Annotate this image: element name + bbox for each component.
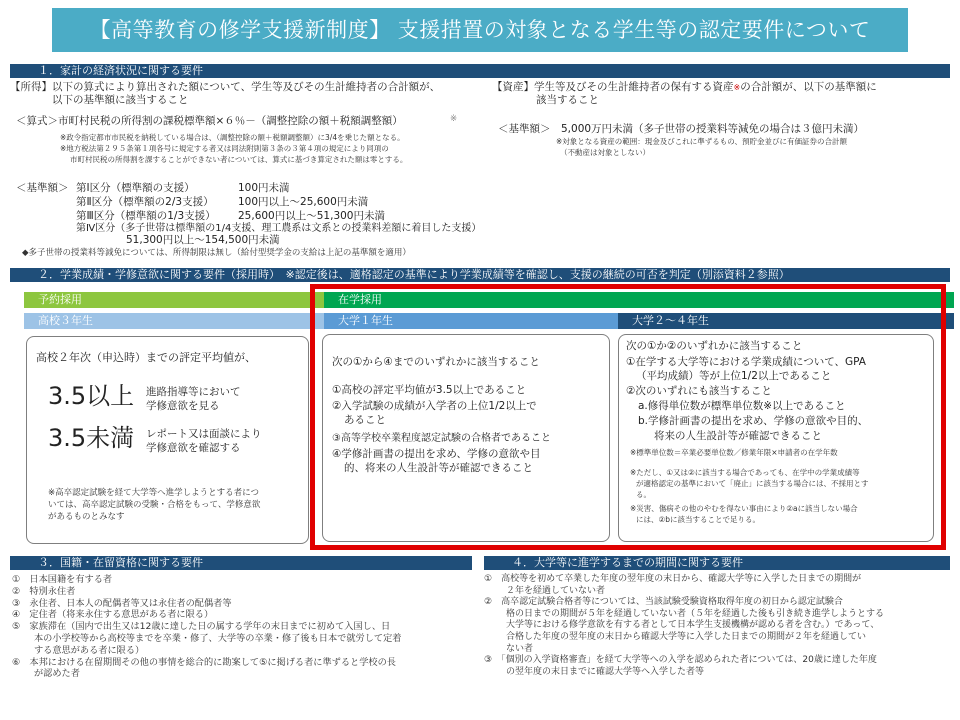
hs-grade-high-desc-1: 進路指導等において <box>146 386 241 398</box>
income-title-2: 以下の基準額に該当すること <box>52 94 189 106</box>
nationality-item: ④ 定住者（将来永住する意思がある者に限る） <box>12 609 214 621</box>
asset-note-2: （不動産は対象としない） <box>560 148 650 157</box>
asset-title-main: 【資産】学生等及びその生計維持者の保有する資産 <box>492 81 734 93</box>
univ24-note-0: ※標準単位数＝卒業必要単位数／修業年限×申請者の在学年数 <box>630 448 838 457</box>
period-item: 合格した年度の翌年度の末日から確認大学等に入学した日までの期間が２年を経過してい <box>506 631 867 642</box>
formula-note-2: ※地方税法第２９５条第１項各号に規定する者又は同法附則第３条の３第４項の規定により同項の <box>60 144 389 153</box>
asset-title-2: 該当すること <box>536 94 599 106</box>
tier-4-amount: 51,300円以上～154,500円未満 <box>126 234 280 246</box>
univ1-item-2b: あること <box>344 414 386 426</box>
hs-intro: 高校２年次（申込時）までの評定平均値が、 <box>36 351 256 364</box>
univ1-item-3: ③高等学校卒業程度認定試験の合格者であること <box>332 433 551 444</box>
univ24-item-2b-cont: 将来の人生設計等が確認できること <box>654 430 822 442</box>
section4-list <box>484 574 884 678</box>
tier-3-amount: 25,600円以上～51,300円未満 <box>238 210 385 222</box>
univ1-item-4: ④学修計画書の提出を求め、学修の意欲や目 <box>332 448 541 460</box>
univ1-item-2: ②入学試験の成績が入学者の上位1/2以上で <box>332 400 537 412</box>
univ24-note-3: る。 <box>636 490 651 499</box>
multi-child-note: ◆多子世帯の授業料等減免については、所得制限は無し（給付型奨学金の支給は上記の基準額を適用） <box>22 248 411 258</box>
nationality-item: ⑤ 家族滞在（国内で出生又は12歳に達した日の属する学年の末日までに初めて入国し、日 <box>12 621 391 633</box>
univ24-item-1: ①在学する大学等における学業成績について、GPA <box>626 356 866 368</box>
asset-base: ＜基準額＞ 5,000万円未満（多子世帯の授業料等減免の場合は３億円未満） <box>498 123 865 135</box>
univ1-item-4b: 的、将来の人生設計等が確認できること <box>344 462 533 474</box>
tier-1-amount: 100円未満 <box>238 182 290 194</box>
formula-note-3: 市町村民税の所得割を課することができない者については、算式に基づき算定された額は零とする。 <box>70 155 408 164</box>
univ24-intro: 次の①か②のいずれかに該当すること <box>626 340 803 352</box>
univ24-note-1: ※ただし、①又は②に該当する場合であっても、在学中の学業成績等 <box>630 468 860 477</box>
hs-grade-low-desc-2: 学修意欲を確認する <box>146 442 241 454</box>
period-item: ２年を経過していない者 <box>506 585 606 596</box>
univ1-intro: 次の①から④までのいずれかに該当すること <box>332 356 540 368</box>
arrow-hs-3rd-year: 高校３年生 <box>24 313 324 329</box>
section3-header: ３．国籍・在留資格に関する要件 <box>10 556 472 570</box>
nationality-item: ① 日本国籍を有する者 <box>12 574 113 585</box>
income-formula: ＜算式＞市町村民税の所得割の課税標準額×６％－（調整控除の額＋税額調整額） <box>16 115 403 127</box>
period-item: ③ 「個別の入学資格審査」を経て大学等への入学を認められた者については、20歳に達した年度 <box>484 655 877 666</box>
univ24-item-1b: （平均成績）等が上位1/2以上であること <box>636 370 832 382</box>
arrow-univ-1st-year: 大学１年生 <box>324 313 618 329</box>
univ24-note-2: が適格認定の基準において「廃止」に該当する場合には、不採用とす <box>636 479 869 488</box>
univ24-note-5: には、②bに該当することで足りる。 <box>636 515 760 524</box>
arrow-univ-2-4-year: 大学２～４年生 <box>618 313 954 329</box>
nationality-item: する意思がある者に限る） <box>34 644 145 656</box>
period-item: 格の日までの期間が５年を経過していない者（５年を経過した後も引き続き進学しようとする <box>506 608 885 619</box>
nationality-item: 本の小学校等から高校等までを卒業・修了、大学等の卒業・修了後も日本で就労して定着 <box>34 632 402 644</box>
tier-2-amount: 100円以上～25,600円未満 <box>238 196 369 208</box>
asset-title <box>492 81 877 94</box>
univ24-item-2: ②次のいずれにも該当すること <box>626 385 772 397</box>
tier-2-name: 第Ⅱ区分（標準額の2/3支援） <box>76 196 214 208</box>
tier-1-name: 第Ⅰ区分（標準額の支援） <box>76 182 195 194</box>
asset-title-mark: ※ <box>733 83 741 92</box>
nationality-item: ⑥ 本邦における在留期間その他の事情を総合的に勘案して⑤に掲げる者に準ずると学校の長 <box>12 656 396 668</box>
arrow-enrolled-admission: 在学採用 <box>324 292 954 308</box>
section3-list <box>12 574 402 680</box>
section2-header <box>10 268 950 282</box>
formula-mark: ※ <box>450 114 458 124</box>
nationality-item: が認めた者 <box>34 668 80 680</box>
tier-3-name: 第Ⅲ区分（標準額の1/3支援） <box>76 210 216 222</box>
section2-note: ※認定後は、適格認定の基準により学業成績等を確認し、支援の継続の可否を判定（別添資料２参照） <box>285 268 790 281</box>
univ24-item-2b: b.学修計画書の提出を求め、学修の意欲や目的、 <box>638 415 869 427</box>
hs-grade-high-desc-2: 学修意欲を見る <box>146 400 220 412</box>
period-item: の翌年度の末日までに確認大学等へ入学した者等 <box>506 666 705 677</box>
base-label: ＜基準額＞ <box>16 182 69 194</box>
hs-note-2: いては、高卒認定試験の受験・合格をもって、学修意欲 <box>48 500 261 510</box>
univ1-item-1: ①高校の評定平均値が3.5以上であること <box>332 384 527 396</box>
asset-note-1: ※対象となる資産の範囲：現金及びこれに準ずるもの、預貯金並びに有価証券の合計額 <box>556 137 847 146</box>
formula-note-1: ※政令指定都市市民税を納税している場合は、（調整控除の額＋税額調整額）に3/4を乗じた額となる。 <box>60 133 405 142</box>
hs-grade-high: 3.5以上 <box>48 382 135 410</box>
income-title: 【所得】以下の算式により算出された額について、学生等及びその生計維持者の合計額が、 <box>10 81 441 93</box>
page-title: 【高等教育の修学支援新制度】 支援措置の対象となる学生等の認定要件について <box>52 8 908 52</box>
section2-title: ２．学業成績・学修意欲に関する要件（採用時） <box>38 268 275 281</box>
arrow-pre-admission: 予約採用 <box>24 292 324 308</box>
hs-note-3: があるものとみなす <box>48 512 125 522</box>
period-item: ない者 <box>506 643 534 654</box>
univ24-item-2a: a.修得単位数が標準単位数※以上であること <box>638 400 846 412</box>
period-item: ① 高校等を初めて卒業した年度の翌年度の末日から、確認大学等に入学した日までの期間が <box>484 574 862 584</box>
section4-header: ４．大学等に進学するまでの期間に関する要件 <box>484 556 950 570</box>
hs-grade-low-desc-1: レポート又は面談により <box>146 428 262 440</box>
univ24-note-4: ※災害、傷病その他のやむを得ない事由により②aに該当しない場合 <box>630 504 858 513</box>
hs-note-1: ※高卒認定試験を経て大学等へ進学しようとする者につ <box>48 488 259 498</box>
tier-4-name: 第Ⅳ区分（多子世帯は標準額の1/4支援、理工農系は文系との授業料差額に着目した支援） <box>76 223 482 234</box>
asset-title-tail: の合計額が、以下の基準額に <box>740 81 877 93</box>
nationality-item: ② 特別永住者 <box>12 585 76 597</box>
nationality-item: ③ 永住者、日本人の配偶者等又は永住者の配偶者等 <box>12 597 232 609</box>
hs-grade-low: 3.5未満 <box>48 424 135 452</box>
period-item: 大学等における修学意欲を有する者として日本学生支援機構が認める者を含む。）であって、 <box>506 620 880 631</box>
period-item: ② 高卒認定試験合格者等については、当該試験受験資格取得年度の初日から認定試験合 <box>484 597 843 608</box>
section1-header: １．家計の経済状況に関する要件 <box>10 64 950 78</box>
